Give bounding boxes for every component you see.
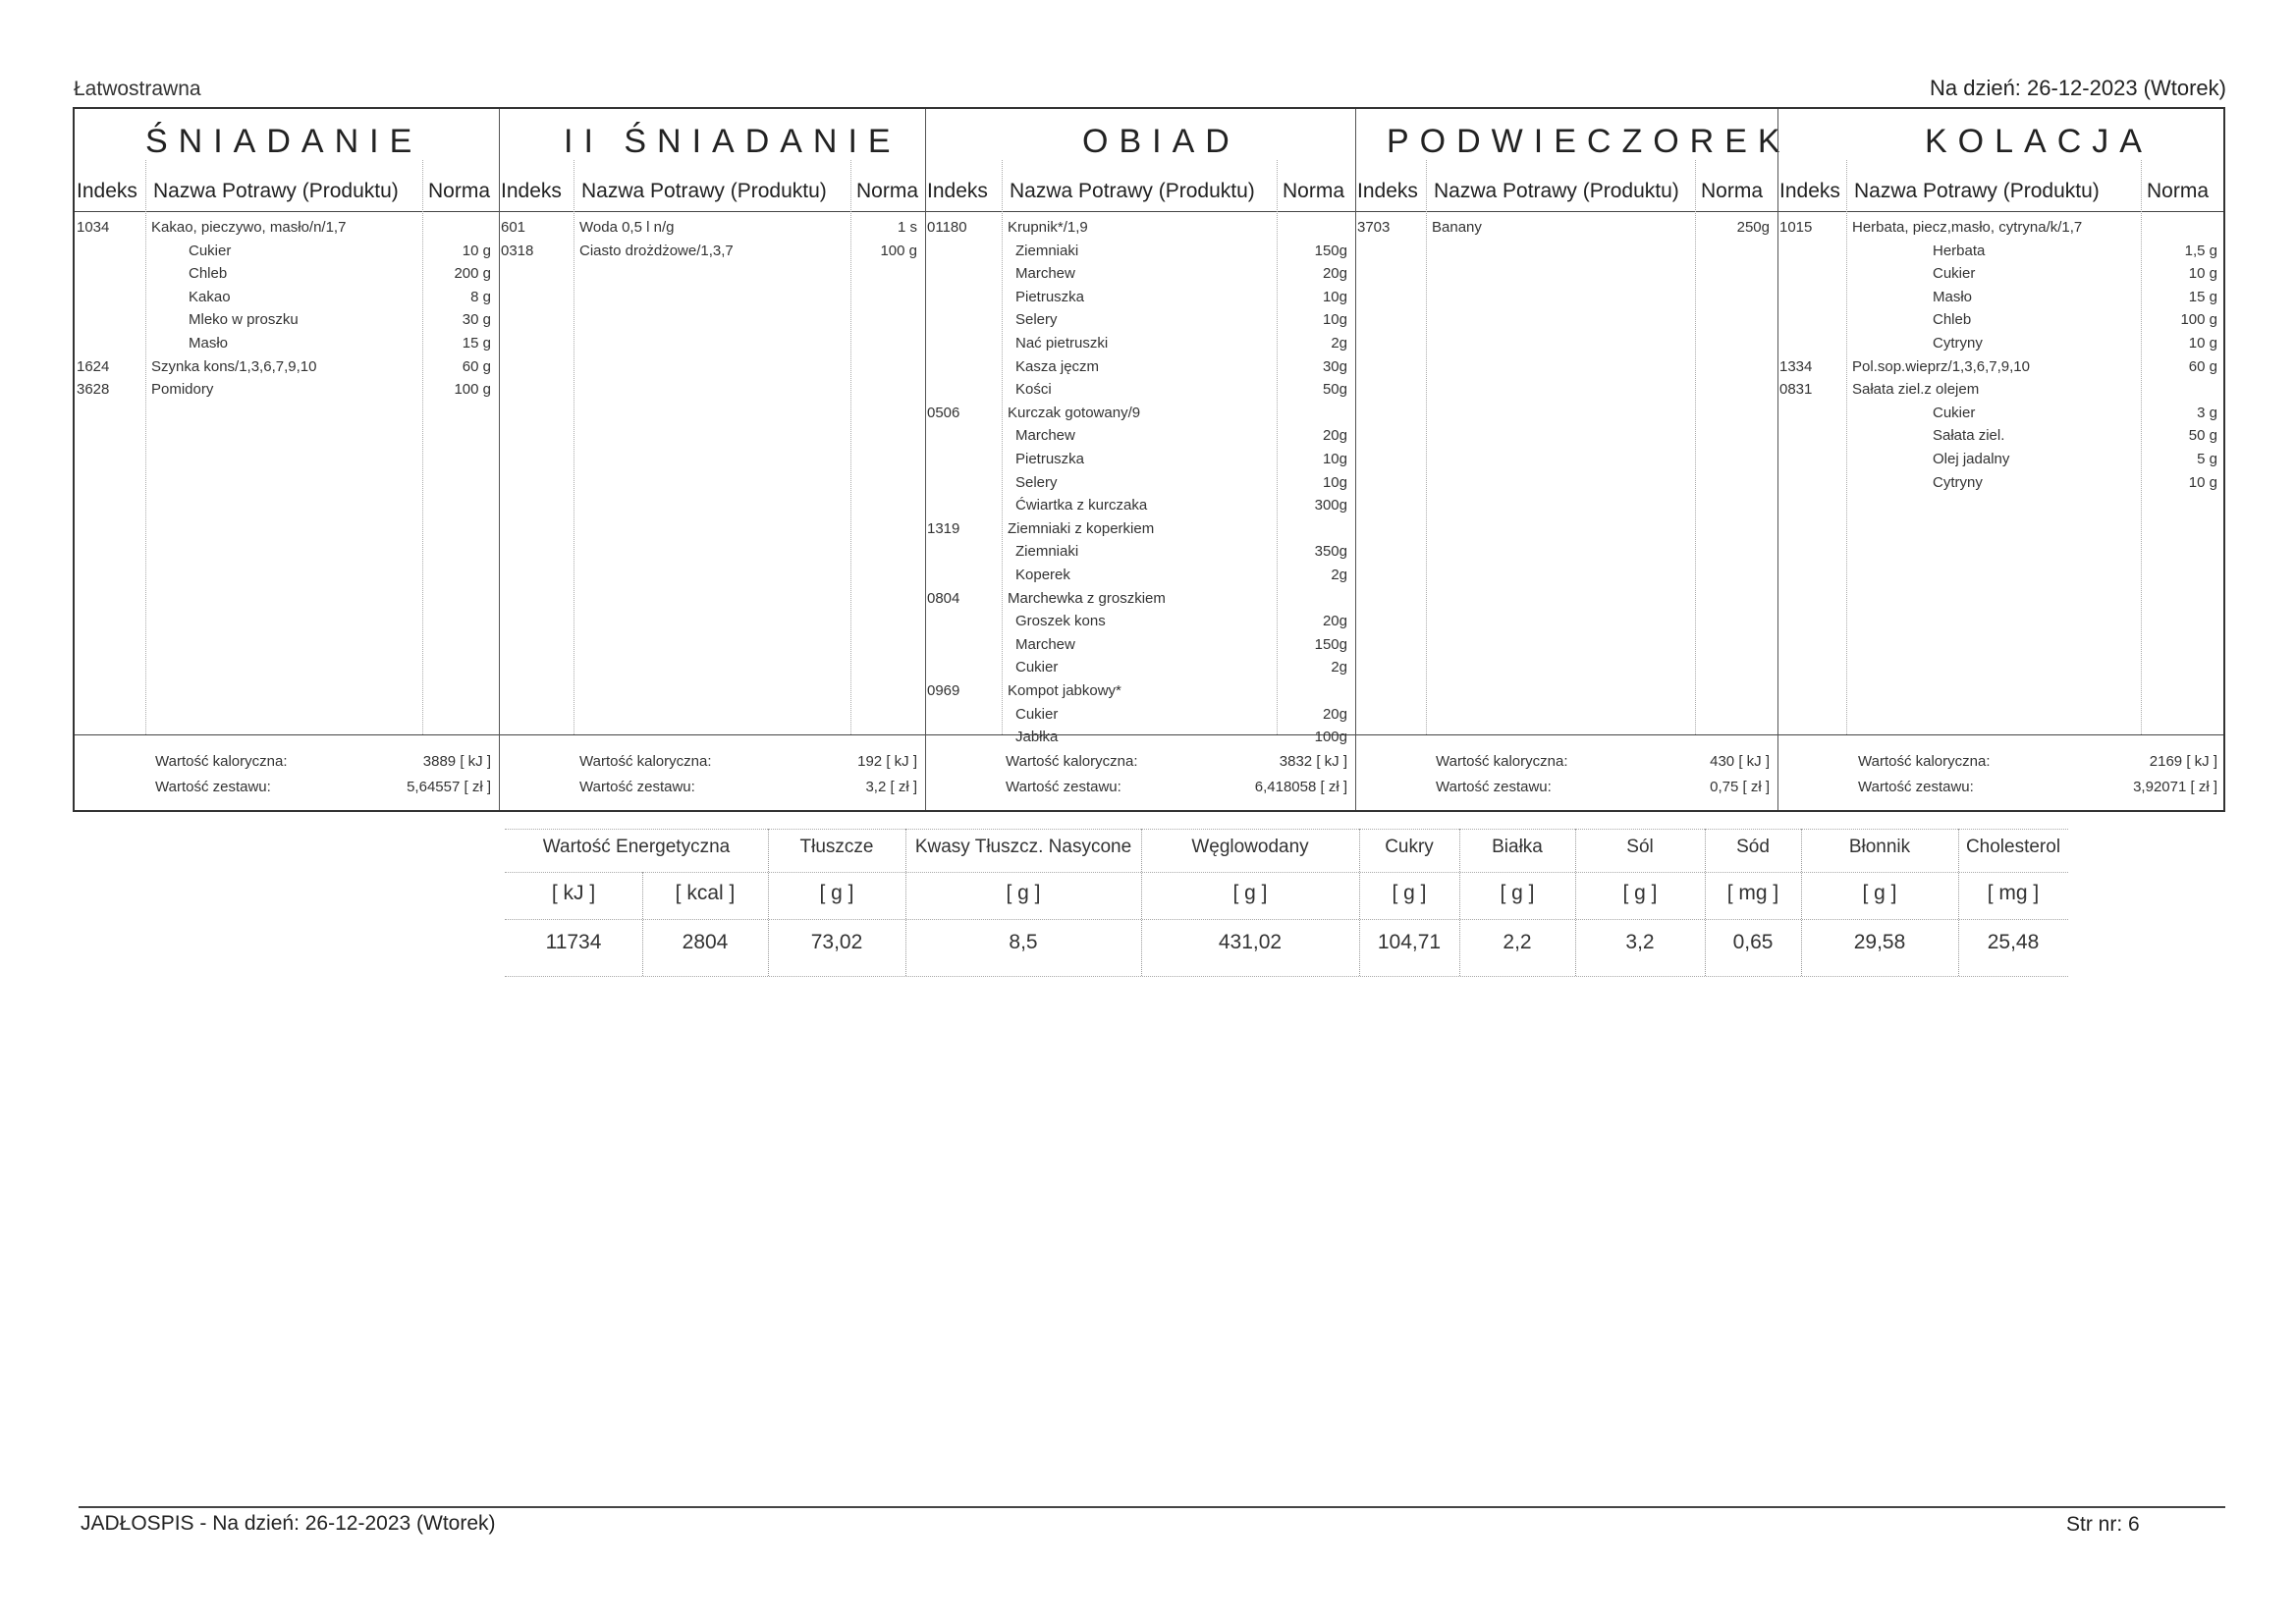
row-norm: 60 g	[462, 357, 491, 375]
row-name: Jabłka	[1015, 729, 1059, 746]
row-norm: 1 s	[897, 219, 917, 236]
nutrient-value: 431,02	[1218, 931, 1283, 953]
row-name: Selery	[1015, 311, 1058, 329]
row-name: Cukier	[1933, 404, 1976, 421]
nutrient-value: 29,58	[1853, 931, 1906, 953]
row-name: Szynka kons/1,3,6,7,9,10	[151, 357, 317, 375]
column-header-norm: Norma	[1283, 180, 1345, 202]
header-divider	[75, 211, 2223, 212]
meal-title: OBIAD	[1082, 123, 1240, 160]
row-index: 1624	[77, 357, 110, 375]
nutrient-unit: [ g ]	[1392, 882, 1427, 904]
row-name: Pomidory	[151, 381, 214, 399]
row-name: Kakao, pieczywo, masło/n/1,7	[151, 219, 347, 236]
table-row-divider	[505, 872, 2068, 873]
meal-column-divider	[1355, 109, 1356, 810]
row-index: 0506	[927, 404, 960, 421]
nutrient-value: 0,65	[1732, 931, 1774, 953]
calorific-value-label: Wartość kaloryczna:	[1858, 753, 1991, 770]
nutrient-header: Sól	[1626, 837, 1654, 857]
nutrient-unit: [ g ]	[819, 882, 854, 904]
nutrition-summary-table	[505, 829, 2068, 976]
row-name: Pietruszka	[1015, 451, 1085, 467]
set-cost-label: Wartość zestawu:	[1858, 779, 1974, 795]
summary-divider	[75, 734, 2223, 735]
nutrient-value: 11734	[545, 931, 602, 953]
index-column-divider	[1846, 160, 1847, 734]
calorific-value: 3889 [ kJ ]	[422, 753, 491, 770]
row-name: Kości	[1015, 381, 1052, 399]
row-name: Ziemniaki	[1015, 242, 1079, 259]
row-norm: 30g	[1322, 357, 1347, 375]
row-norm: 15 g	[2188, 288, 2217, 305]
set-cost-label: Wartość zestawu:	[579, 779, 695, 795]
column-header-index: Indeks	[77, 180, 137, 202]
column-header-norm: Norma	[856, 180, 919, 202]
nutrient-header: Białka	[1492, 837, 1543, 857]
row-norm: 15 g	[462, 335, 491, 352]
row-norm: 10 g	[462, 242, 491, 259]
row-index: 1334	[1779, 357, 1813, 375]
row-norm: 10 g	[2188, 473, 2217, 491]
row-norm: 350g	[1314, 543, 1347, 561]
row-norm: 150g	[1314, 242, 1347, 259]
calorific-value-label: Wartość kaloryczna:	[1006, 753, 1138, 770]
column-header-norm: Norma	[1701, 180, 1764, 202]
table-row-divider	[505, 976, 2068, 977]
row-name: Selery	[1015, 473, 1058, 491]
nutrient-header: Błonnik	[1848, 837, 1911, 857]
set-cost-label: Wartość zestawu:	[1006, 779, 1121, 795]
calorific-value-label: Wartość kaloryczna:	[1436, 753, 1568, 770]
row-name: Sałata ziel.z olejem	[1852, 381, 1980, 399]
row-norm: 100g	[1314, 729, 1347, 746]
row-name: Marchewka z groszkiem	[1008, 589, 1166, 607]
row-norm: 50g	[1322, 381, 1347, 399]
row-name: Herbata, piecz,masło, cytryna/k/1,7	[1852, 219, 2083, 236]
row-index: 1034	[77, 219, 110, 236]
meal-column-divider	[1777, 109, 1778, 810]
calorific-value: 192 [ kJ ]	[857, 753, 917, 770]
row-name: Ćwiartka z kurczaka	[1015, 497, 1148, 514]
index-column-divider	[1002, 160, 1003, 734]
row-norm: 5 g	[2197, 451, 2217, 467]
set-cost-label: Wartość zestawu:	[155, 779, 271, 795]
row-norm: 60 g	[2188, 357, 2217, 375]
row-name: Cukier	[189, 242, 232, 259]
nutrient-unit: [ g ]	[1500, 882, 1535, 904]
row-norm: 2g	[1331, 567, 1347, 583]
row-index: 0831	[1779, 381, 1813, 399]
row-name: Marchew	[1015, 635, 1075, 653]
row-name: Masło	[189, 335, 229, 352]
index-column-divider	[145, 160, 146, 734]
column-header-name: Nazwa Potrawy (Produktu)	[1010, 180, 1255, 202]
row-name: Herbata	[1933, 242, 1986, 259]
row-norm: 2g	[1331, 335, 1347, 352]
column-header-norm: Norma	[428, 180, 491, 202]
row-norm: 100 g	[454, 381, 491, 399]
calorific-value: 3832 [ kJ ]	[1279, 753, 1347, 770]
row-name: Masło	[1933, 288, 1973, 305]
row-index: 601	[501, 219, 526, 236]
energy-header: Wartość Energetyczna	[542, 837, 731, 857]
row-norm: 10g	[1322, 451, 1347, 467]
set-cost: 3,2 [ zł ]	[865, 779, 917, 795]
set-cost-label: Wartość zestawu:	[1436, 779, 1552, 795]
menu-date: Na dzień: 26-12-2023 (Wtorek)	[1929, 76, 2226, 100]
row-name: Olej jadalny	[1933, 451, 2010, 467]
nutrient-unit: [ g ]	[1006, 882, 1041, 904]
row-norm: 3 g	[2197, 404, 2217, 421]
calorific-value: 430 [ kJ ]	[1710, 753, 1770, 770]
row-name: Mleko w proszku	[189, 311, 299, 329]
row-norm: 300g	[1314, 497, 1347, 514]
row-norm: 2g	[1331, 659, 1347, 676]
nutrient-header: Węglowodany	[1191, 837, 1309, 857]
row-name: Cukier	[1933, 265, 1976, 283]
table-row-divider	[505, 829, 2068, 830]
row-name: Cytryny	[1933, 473, 1983, 491]
nutrient-value: 104,71	[1377, 931, 1442, 953]
row-norm: 10g	[1322, 311, 1347, 329]
table-row-divider	[505, 919, 2068, 920]
nutrient-unit: [ g ]	[1232, 882, 1268, 904]
row-name: Nać pietruszki	[1015, 335, 1109, 352]
row-name: Cytryny	[1933, 335, 1983, 352]
row-norm: 30 g	[462, 311, 491, 329]
meal-column-divider	[499, 109, 500, 810]
row-norm: 20g	[1322, 427, 1347, 445]
set-cost: 6,418058 [ zł ]	[1254, 779, 1347, 795]
footer-title: JADŁOSPIS - Na dzień: 26-12-2023 (Wtorek)	[81, 1512, 496, 1535]
row-name: Kasza jęczm	[1015, 357, 1100, 375]
row-index: 0804	[927, 589, 960, 607]
row-norm: 250g	[1736, 219, 1770, 236]
set-cost: 0,75 [ zł ]	[1710, 779, 1770, 795]
nutrient-header: Cukry	[1385, 837, 1434, 857]
row-index: 1015	[1779, 219, 1813, 236]
row-name: Chleb	[1933, 311, 1972, 329]
row-norm: 10g	[1322, 288, 1347, 305]
row-norm: 8 g	[470, 288, 491, 305]
nutrient-value: 3,2	[1625, 931, 1655, 953]
nutrient-header: Kwasy Tłuszcz. Nasycone	[914, 837, 1132, 857]
meal-title: PODWIECZOREK	[1387, 123, 1791, 160]
row-name: Cukier	[1015, 659, 1059, 676]
row-norm: 20g	[1322, 613, 1347, 630]
nutrient-unit: [ mg ]	[1987, 882, 2040, 904]
column-header-index: Indeks	[1779, 180, 1840, 202]
nutrient-value: 2,2	[1503, 931, 1532, 953]
row-name: Banany	[1432, 219, 1482, 236]
row-norm: 10g	[1322, 473, 1347, 491]
row-name: Groszek kons	[1015, 613, 1106, 630]
nutrient-value: 73,02	[810, 931, 863, 953]
row-norm: 20g	[1322, 265, 1347, 283]
meal-column-divider	[925, 109, 926, 810]
row-name: Chleb	[189, 265, 228, 283]
row-index: 3703	[1357, 219, 1391, 236]
row-name: Kakao	[189, 288, 231, 305]
row-norm: 50 g	[2188, 427, 2217, 445]
row-norm: 1,5 g	[2184, 242, 2217, 259]
nutrient-unit: [ g ]	[1862, 882, 1897, 904]
row-norm: 10 g	[2188, 265, 2217, 283]
nutrient-value: 8,5	[1009, 931, 1038, 953]
nutrient-header: Sód	[1736, 837, 1770, 857]
row-name: Ziemniaki z koperkiem	[1008, 519, 1155, 537]
norm-column-divider	[1695, 160, 1696, 734]
row-index: 0969	[927, 682, 960, 699]
row-index: 3628	[77, 381, 110, 399]
row-name: Marchew	[1015, 265, 1075, 283]
meal-title: ŚNIADANIE	[145, 123, 423, 160]
calorific-value-label: Wartość kaloryczna:	[155, 753, 288, 770]
nutrient-unit: [ kJ ]	[551, 882, 596, 904]
row-name: Pietruszka	[1015, 288, 1085, 305]
page-number: Str nr: 6	[2066, 1513, 2140, 1536]
row-name: Krupnik*/1,9	[1008, 219, 1088, 236]
column-header-name: Nazwa Potrawy (Produktu)	[1434, 180, 1679, 202]
set-cost: 3,92071 [ zł ]	[2133, 779, 2217, 795]
column-header-name: Nazwa Potrawy (Produktu)	[581, 180, 827, 202]
nutrient-value: 2804	[682, 931, 729, 953]
column-header-name: Nazwa Potrawy (Produktu)	[1854, 180, 2100, 202]
column-header-norm: Norma	[2147, 180, 2210, 202]
row-norm: 100 g	[880, 242, 917, 259]
row-name: Kompot jabkowy*	[1008, 682, 1121, 699]
row-index: 01180	[927, 219, 967, 236]
row-name: Ciasto drożdżowe/1,3,7	[579, 242, 734, 259]
row-name: Woda 0,5 l n/g	[579, 219, 675, 236]
row-name: Kurczak gotowany/9	[1008, 404, 1141, 421]
diet-type: Łatwostrawna	[74, 78, 201, 100]
column-header-index: Indeks	[1357, 180, 1418, 202]
meal-title: KOLACJA	[1925, 123, 2153, 160]
row-name: Koperek	[1015, 567, 1070, 583]
row-norm: 20g	[1322, 705, 1347, 723]
row-norm: 200 g	[454, 265, 491, 283]
nutrient-unit: [ g ]	[1622, 882, 1658, 904]
footer-divider	[79, 1506, 2225, 1508]
row-name: Marchew	[1015, 427, 1075, 445]
index-column-divider	[1426, 160, 1427, 734]
row-norm: 100 g	[2180, 311, 2217, 329]
row-norm: 150g	[1314, 635, 1347, 653]
nutrient-unit: [ kcal ]	[675, 882, 736, 904]
row-name: Sałata ziel.	[1933, 427, 2005, 445]
meal-title: II ŚNIADANIE	[564, 123, 902, 160]
calorific-value-label: Wartość kaloryczna:	[579, 753, 712, 770]
column-header-index: Indeks	[501, 180, 562, 202]
set-cost: 5,64557 [ zł ]	[407, 779, 491, 795]
nutrient-header: Tłuszcze	[799, 837, 874, 857]
row-norm: 10 g	[2188, 335, 2217, 352]
column-header-name: Nazwa Potrawy (Produktu)	[153, 180, 399, 202]
column-header-index: Indeks	[927, 180, 988, 202]
nutrient-header: Cholesterol	[1965, 837, 2061, 857]
menu-table	[73, 107, 2225, 812]
row-name: Ziemniaki	[1015, 543, 1079, 561]
row-index: 0318	[501, 242, 534, 259]
row-name: Cukier	[1015, 705, 1059, 723]
row-index: 1319	[927, 519, 960, 537]
calorific-value: 2169 [ kJ ]	[2149, 753, 2217, 770]
row-name: Pol.sop.wieprz/1,3,6,7,9,10	[1852, 357, 2030, 375]
nutrient-unit: [ mg ]	[1726, 882, 1779, 904]
nutrient-value: 25,48	[1987, 931, 2040, 953]
